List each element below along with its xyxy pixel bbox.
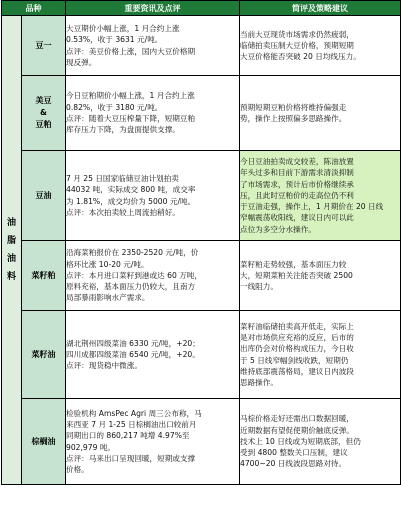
table-row bbox=[2, 76, 401, 151]
strategy-cell bbox=[240, 16, 401, 76]
strategy-cell bbox=[240, 241, 401, 311]
variety-name bbox=[22, 16, 66, 76]
strategy-line: 了市场需求，预计后市价格继续承 bbox=[240, 179, 354, 189]
variety-name-line: 豆一 bbox=[35, 40, 52, 50]
news-line: 大豆期价小幅上涨，1 月合约上涨 bbox=[66, 23, 180, 33]
news-cell bbox=[66, 399, 240, 485]
strategy-line: 压，且此时豆粕价的走高位仍不利 bbox=[240, 190, 354, 200]
strategy-line: 临储拍卖压制大豆价格，预期短期 bbox=[240, 40, 354, 50]
news-line: 902,979 吨。 bbox=[66, 442, 116, 452]
table-row bbox=[2, 151, 401, 241]
news-line: 点评：美豆价格上涨，国内大豆价格期 bbox=[66, 46, 196, 56]
strategy-line: 是对市场供应充裕的反应，后市的 bbox=[240, 332, 354, 342]
variety-name-line: 菜籽油 bbox=[31, 349, 56, 359]
strategy-line: 4700~20 日线波段思路对待。 bbox=[240, 459, 347, 469]
news-line: 价格。 bbox=[66, 465, 89, 475]
strategy-line: 势，操作上按照偏多思路操作。 bbox=[240, 114, 347, 123]
news-line: 原料充裕，基本面压力仍较大，且南方 bbox=[66, 282, 196, 292]
variety-name-line: & bbox=[40, 108, 47, 117]
strategy-line: 菜籽油临储拍卖高开低走，实际上 bbox=[240, 321, 354, 331]
news-line: 今日豆粕期价小幅上涨，1 月合约上涨 bbox=[66, 91, 195, 101]
news-line: 44032 吨，实际成交 800 吨，成交率 bbox=[66, 185, 196, 195]
news-line: 格环比涨 10-20 元/吨。 bbox=[66, 259, 149, 269]
news-line: 湖北荆州四级菜油 6330 元/吨，+20； bbox=[66, 338, 200, 348]
news-line: 来西亚 7 月 1-25 日棕榈油出口较前月 bbox=[66, 419, 197, 429]
strategy-line: 于 5 日线窄幅剑线收跌，短期仍 bbox=[240, 355, 349, 365]
table-header-row bbox=[2, 1, 401, 16]
news-cell bbox=[66, 241, 240, 311]
variety-name bbox=[22, 399, 66, 485]
news-cell bbox=[66, 76, 240, 151]
table-row bbox=[2, 16, 401, 76]
strategy-cell bbox=[240, 399, 401, 485]
variety-name bbox=[22, 311, 66, 399]
strategy-line: 当前大豆现货市场需求仍然疲弱， bbox=[240, 29, 354, 39]
news-line: 沿海菜粕报价在 2350-2520 元/吨，价 bbox=[66, 248, 199, 258]
strategy-line: 出库仍会对价格构成压力，今日收 bbox=[240, 344, 354, 354]
news-line: 同期出口的 860,217 吨增 4.97%至 bbox=[66, 431, 190, 441]
strategy-line: 年头过多和目前下游需求清淡抑制 bbox=[240, 168, 354, 178]
strategy-line: 预期短期豆粕价格将维持偏强走 bbox=[240, 102, 347, 112]
variety-name-line: 豆油 bbox=[35, 190, 52, 200]
news-line: 7 月 25 日国家临储豆油计划拍卖 bbox=[66, 173, 179, 183]
news-line: 现反弹。 bbox=[66, 57, 97, 67]
strategy-line: 大，短期菜粕关注能否突破 2500 bbox=[240, 270, 353, 280]
strategy-line: 窄幅震荡收阳线，建议日内可以此 bbox=[240, 213, 354, 223]
table-row bbox=[2, 399, 401, 485]
report-table bbox=[1, 0, 401, 485]
news-line: 局部暴雨影响水产需求。 bbox=[66, 293, 150, 303]
news-line: 点评：本次拍卖较上周流拍稍好。 bbox=[66, 207, 180, 217]
strategy-cell bbox=[240, 76, 401, 151]
news-line: 点评：本月进口菜籽到港或达 60 万吨， bbox=[66, 270, 202, 280]
variety-name bbox=[22, 76, 66, 151]
strategy-line: 受到 4800 整数关口压制，建议 bbox=[240, 448, 348, 458]
news-line: 0.82%，收于 3180 元/吨。 bbox=[66, 102, 163, 112]
header-variety: 品种 bbox=[2, 1, 66, 16]
news-cell bbox=[66, 311, 240, 399]
strategy-line: 大豆价格能否突破 20 日均线压力。 bbox=[240, 52, 361, 62]
variety-name bbox=[22, 241, 66, 311]
news-line: 四川成都四级菜油 6540 元/吨，+20。 bbox=[66, 349, 200, 359]
strategy-line: 维持底部震荡格局，建议日内波段 bbox=[240, 366, 354, 376]
category-cell bbox=[2, 16, 22, 485]
header-strategy: 简评及策略建议 bbox=[240, 1, 401, 16]
strategy-line: 今日豆油拍卖成交较差，陈油放置 bbox=[240, 156, 354, 166]
news-line: 检验机构 AmsPec Agri 周三公布称，马 bbox=[66, 408, 202, 418]
strategy-line: 菜籽粕走势较强，基本面压力较 bbox=[240, 259, 347, 269]
news-cell bbox=[66, 16, 240, 76]
strategy-line: 于豆油走强，操作上，1 月期价在 20 日线 bbox=[240, 202, 384, 212]
variety-name bbox=[22, 151, 66, 241]
news-line: 点评：马来出口呈现回暖，短期或支撑 bbox=[66, 453, 196, 463]
strategy-line: 一线阻力。 bbox=[240, 282, 278, 292]
variety-name-line: 菜籽粕 bbox=[31, 270, 56, 280]
category-label: 油脂油料 bbox=[6, 218, 16, 282]
table-row bbox=[2, 311, 401, 399]
table-row bbox=[2, 241, 401, 311]
strategy-cell bbox=[240, 311, 401, 399]
news-line: 为 1.81%，成交均价为 5000 元/吨。 bbox=[66, 196, 196, 206]
strategy-line: 马棕价格走好还需出口数据回暖， bbox=[240, 414, 354, 424]
news-line: 点评：现货稳中微涨。 bbox=[66, 361, 142, 371]
strategy-line: 技术上 10 日线或为短期底部，但仍 bbox=[240, 436, 361, 446]
variety-name-line: 棕榈油 bbox=[31, 436, 56, 446]
news-line: 0.53%，收于 3631 元/吨。 bbox=[66, 35, 163, 45]
strategy-line: 点位为多空分水操作。 bbox=[240, 224, 316, 234]
variety-name-line: 豆粕 bbox=[35, 120, 52, 129]
strategy-cell bbox=[240, 151, 401, 241]
strategy-line: 思路操作。 bbox=[240, 378, 278, 388]
news-line: 点评：随着大豆压榨量下降，短期豆粕 bbox=[66, 114, 196, 123]
news-line: 库存压力下降，为盘面提供支撑。 bbox=[66, 125, 180, 135]
news-cell bbox=[66, 151, 240, 241]
variety-name-line: 美豆 bbox=[35, 96, 52, 105]
strategy-line: 近期数据有望促使期价触底反弹。 bbox=[240, 425, 354, 435]
header-news: 重要资讯及点评 bbox=[66, 1, 240, 16]
